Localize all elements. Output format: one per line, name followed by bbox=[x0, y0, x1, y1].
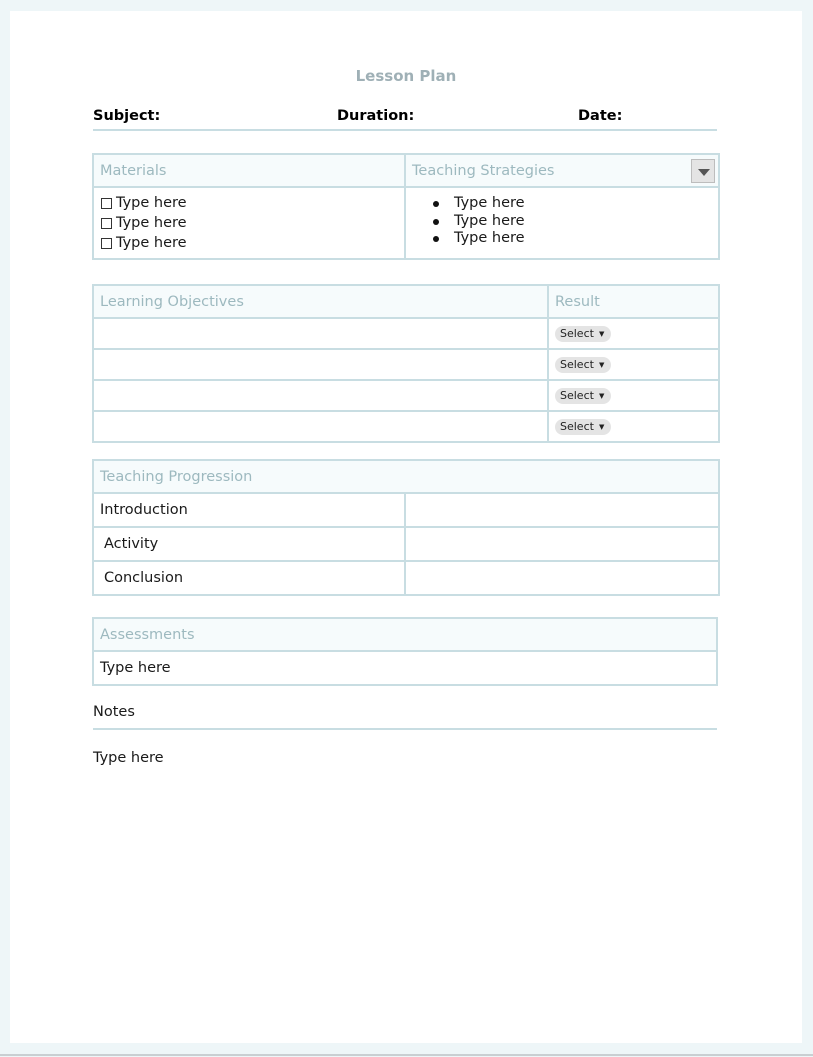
result-select[interactable]: Select ▼ bbox=[555, 357, 611, 373]
materials-item[interactable]: Type here bbox=[94, 233, 404, 253]
objectives-table bbox=[92, 284, 720, 443]
strategies-item[interactable]: Type here bbox=[406, 213, 718, 231]
info-row bbox=[93, 107, 717, 131]
chevron-down-icon: ▼ bbox=[598, 330, 605, 338]
progression-label: Introduction bbox=[93, 493, 405, 527]
objective-cell[interactable] bbox=[93, 349, 548, 380]
progression-label: Conclusion bbox=[93, 561, 405, 595]
bullet-icon bbox=[433, 201, 439, 207]
result-header: Result bbox=[548, 285, 719, 318]
bullet-icon bbox=[433, 219, 439, 225]
result-cell bbox=[548, 380, 719, 411]
checkbox-icon[interactable] bbox=[101, 198, 112, 209]
page-bottom-divider bbox=[0, 1054, 813, 1056]
strategies-header-cell bbox=[405, 154, 719, 187]
subject-label[interactable]: Subject: bbox=[93, 108, 161, 124]
objective-cell[interactable] bbox=[93, 380, 548, 411]
result-select[interactable]: Select ▼ bbox=[555, 388, 611, 404]
progression-value[interactable] bbox=[405, 493, 719, 527]
date-label[interactable]: Date: bbox=[578, 108, 623, 124]
notes-label: Notes bbox=[93, 704, 717, 730]
strategies-header: Teaching Strategies bbox=[412, 162, 555, 179]
result-cell bbox=[548, 318, 719, 349]
strategies-item[interactable]: Type here bbox=[406, 230, 718, 248]
checkbox-icon[interactable] bbox=[101, 238, 112, 249]
objective-cell[interactable] bbox=[93, 411, 548, 442]
materials-item[interactable]: Type here bbox=[94, 213, 404, 233]
assessments-value[interactable]: Type here bbox=[93, 651, 717, 685]
chevron-down-icon: ▼ bbox=[598, 392, 605, 400]
notes-value[interactable]: Type here bbox=[93, 750, 164, 766]
strategies-list bbox=[406, 195, 718, 248]
page-title: Lesson Plan bbox=[355, 67, 457, 85]
duration-label[interactable]: Duration: bbox=[337, 108, 415, 124]
progression-header: Teaching Progression bbox=[93, 460, 719, 493]
strategies-item[interactable]: Type here bbox=[406, 195, 718, 213]
chevron-down-icon: ▼ bbox=[598, 361, 605, 369]
materials-strategies-table bbox=[92, 153, 720, 260]
progression-value[interactable] bbox=[405, 527, 719, 561]
progression-value[interactable] bbox=[405, 561, 719, 595]
result-cell bbox=[548, 349, 719, 380]
objectives-header: Learning Objectives bbox=[93, 285, 548, 318]
progression-table bbox=[92, 459, 720, 596]
result-cell bbox=[548, 411, 719, 442]
assessments-header: Assessments bbox=[93, 618, 717, 651]
result-select[interactable]: Select ▼ bbox=[555, 419, 611, 435]
objective-cell[interactable] bbox=[93, 318, 548, 349]
dropdown-arrow-icon[interactable] bbox=[691, 159, 715, 183]
document-page bbox=[10, 11, 802, 1043]
result-select[interactable]: Select ▼ bbox=[555, 326, 611, 342]
assessments-table bbox=[92, 617, 718, 686]
bullet-icon bbox=[433, 236, 439, 242]
checkbox-icon[interactable] bbox=[101, 218, 112, 229]
strategies-cell bbox=[405, 187, 719, 259]
materials-header: Materials bbox=[93, 154, 405, 187]
progression-label: Activity bbox=[93, 527, 405, 561]
materials-list bbox=[94, 193, 404, 253]
chevron-down-icon: ▼ bbox=[598, 423, 605, 431]
materials-cell bbox=[93, 187, 405, 259]
materials-item[interactable]: Type here bbox=[94, 193, 404, 213]
